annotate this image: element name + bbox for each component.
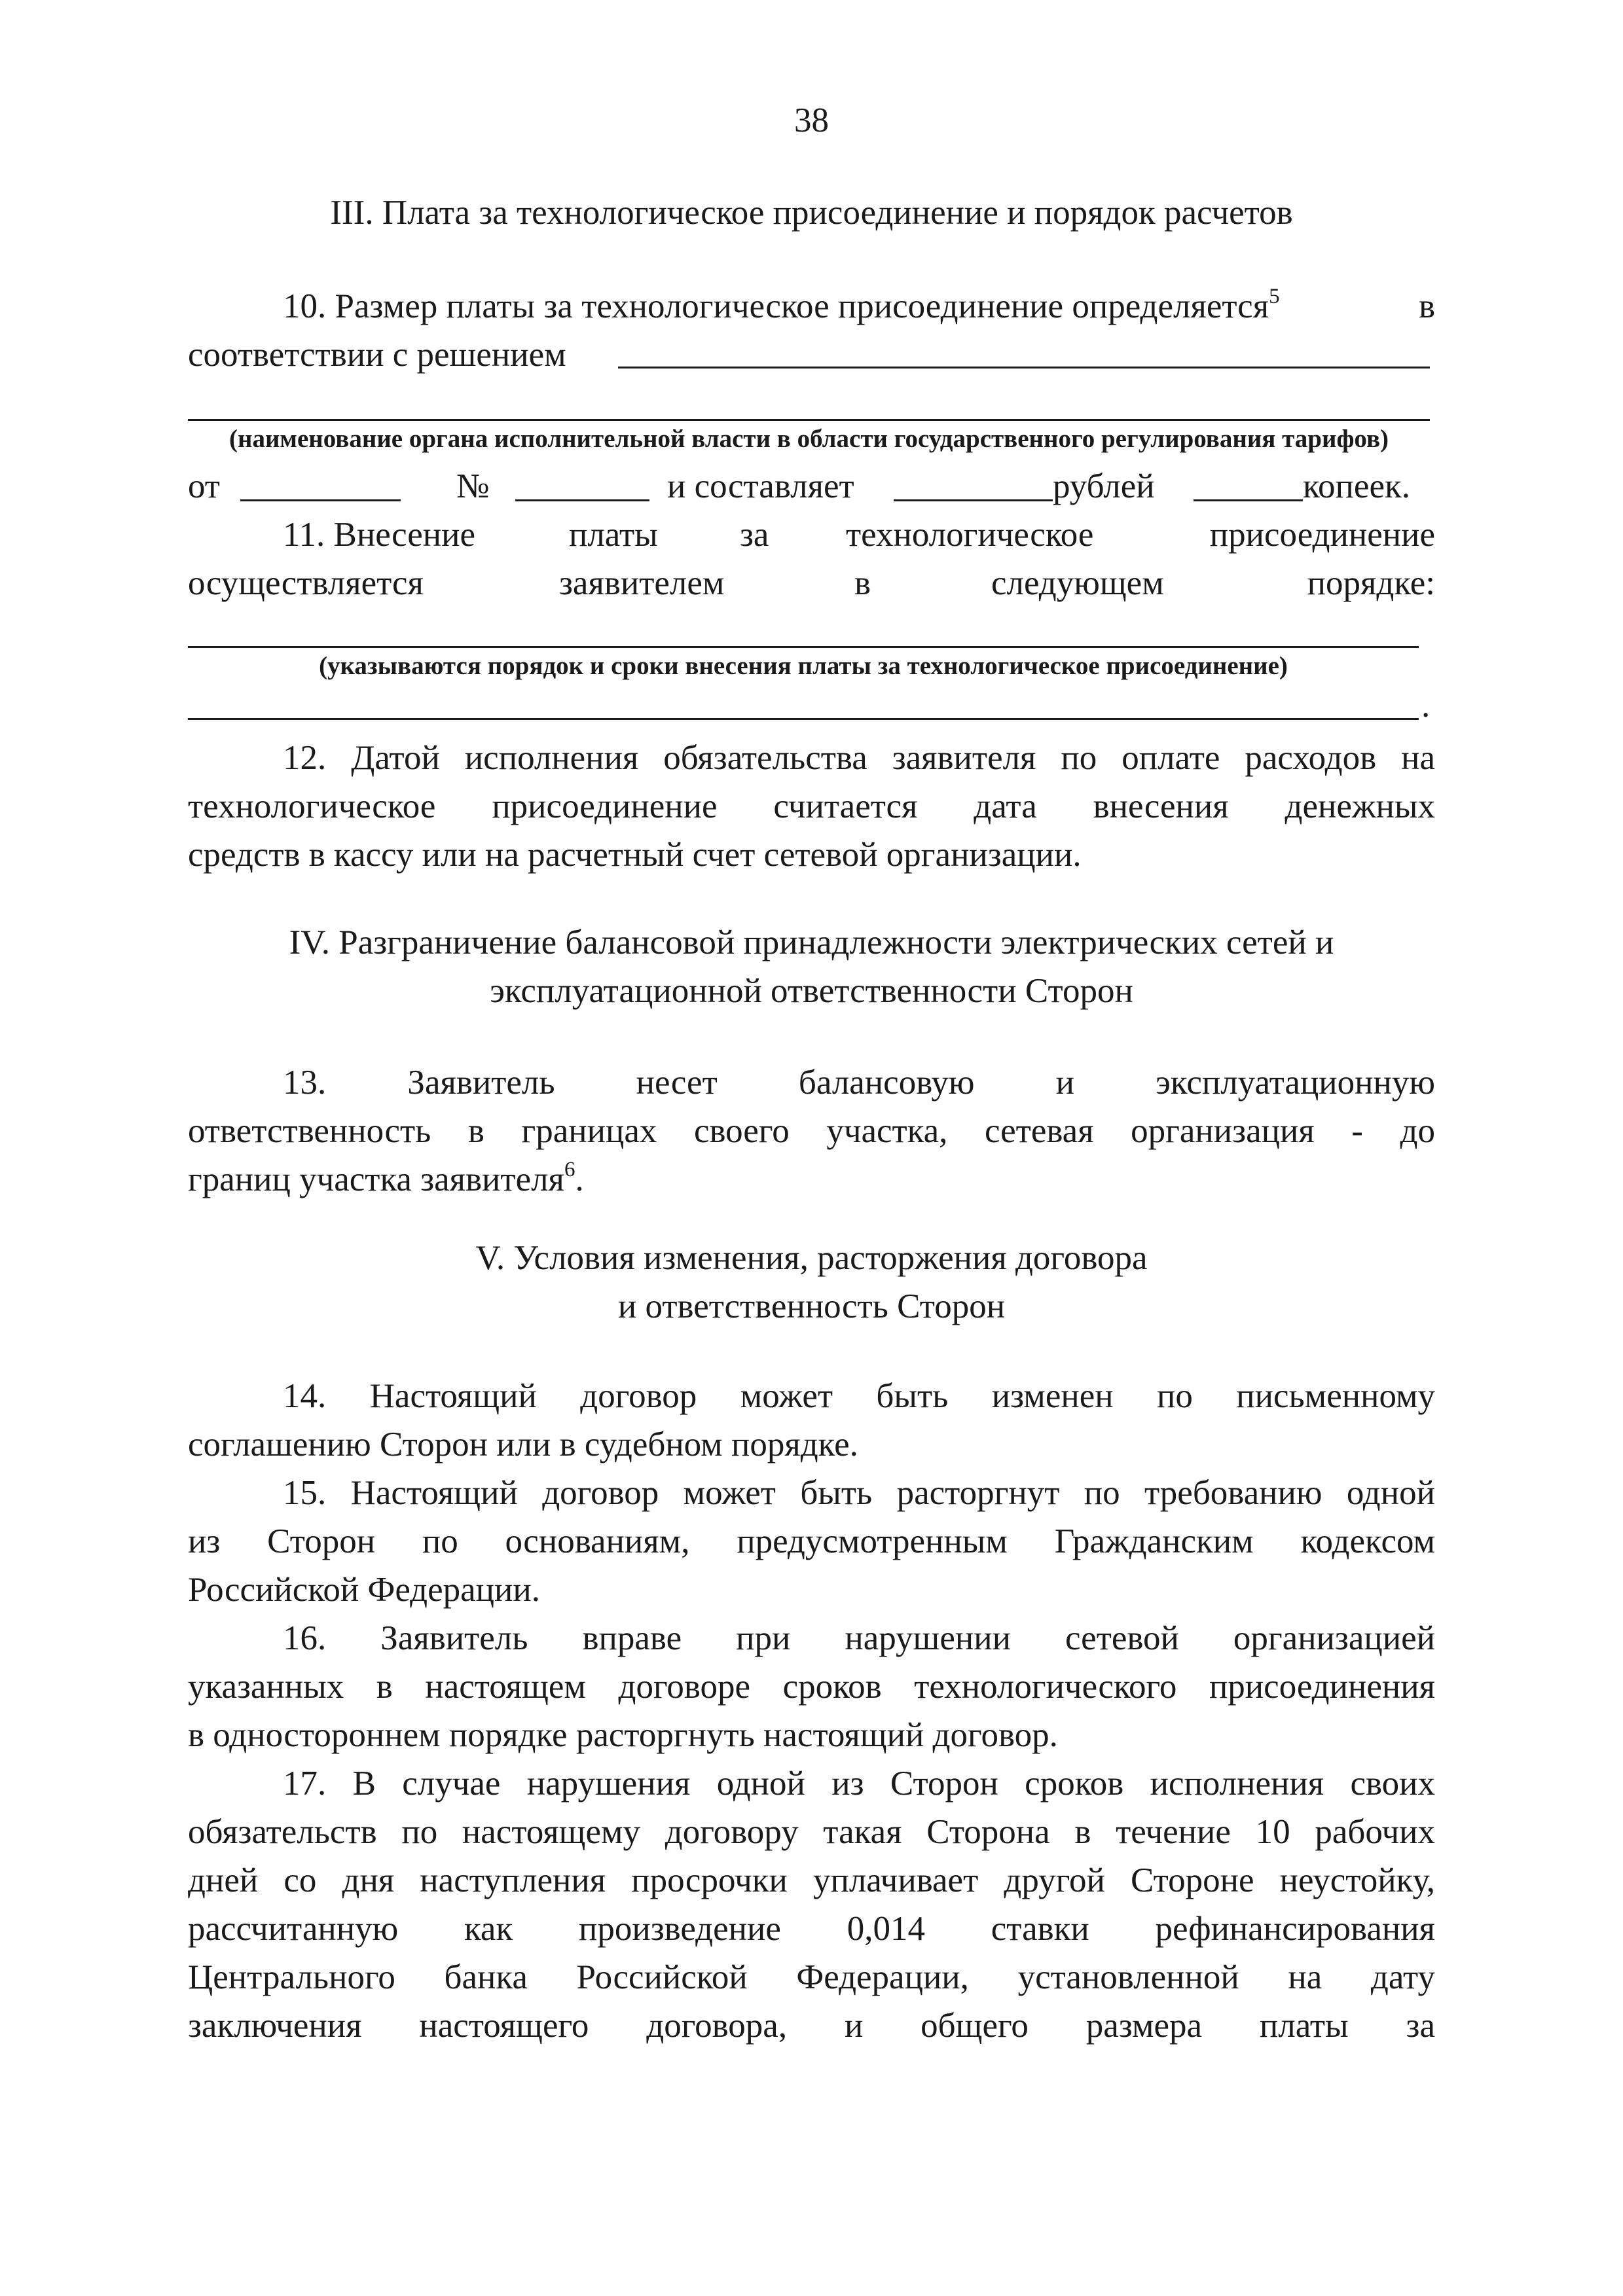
section-4-heading-line-2: эксплуатационной ответственности Сторон <box>490 972 1133 1010</box>
rubles-blank[interactable] <box>894 499 1053 501</box>
section-5-heading-line-2: и ответственность Сторон <box>617 1287 1006 1325</box>
paragraph-17-line-2: обязательств по настоящему договору такая Сторона в течение 10 рабочих <box>188 1813 1435 1851</box>
paragraph-17-line-1: 17. В случае нарушения одной из Сторон сроков исполнения своих <box>283 1765 1435 1803</box>
paragraph-10-line-3: от № и составляет рублей копеек. <box>188 467 1410 505</box>
paragraph-10-text: 10. Размер платы за технологическое присоединение определяется$^5$ <box>283 285 1280 325</box>
kopecks-blank[interactable] <box>1194 499 1303 501</box>
date-blank[interactable] <box>240 499 401 501</box>
paragraph-14-line-1: 14. Настоящий договор может быть изменен по письменному <box>283 1377 1435 1415</box>
paragraph-15-line-3: Российской Федерации. <box>188 1571 540 1609</box>
paragraph-10-line-2: соответствии с решением <box>188 336 566 374</box>
paragraph-12-line-2: технологическое присоединение считается дата внесения денежных <box>188 787 1435 825</box>
payment-order-period: . <box>1421 687 1431 725</box>
payment-order-blank-2[interactable] <box>188 718 1419 720</box>
paragraph-12-line-3: средств в кассу или на расчетный счет сетевой организации. <box>188 836 1082 874</box>
number-blank[interactable] <box>515 499 649 501</box>
footnote-ref-6: 6 <box>564 1158 575 1181</box>
paragraph-11-line-2: осуществляется заявителем в следующем порядке: <box>188 564 1435 602</box>
section-5-heading-line-1: V. Условия изменения, расторжения договора <box>475 1239 1148 1277</box>
paragraph-17-line-3: дней со дня наступления просрочки уплачивает другой Стороне неустойку, <box>188 1861 1435 1899</box>
paragraph-17-line-4: рассчитанную как произведение 0,014 ставки рефинансирования <box>188 1910 1435 1948</box>
paragraph-14-line-2: соглашению Сторон или в судебном порядке. <box>188 1426 858 1463</box>
paragraph-17-line-5: Центрального банка Российской Федерации, установленной на дату <box>188 1958 1435 1996</box>
paragraph-15-line-1: 15. Настоящий договор может быть расторгнут по требованию одной <box>283 1474 1435 1512</box>
paragraph-16-line-1: 16. Заявитель вправе при нарушении сетевой организацией <box>283 1619 1435 1657</box>
paragraph-13-line-2: ответственность в границах своего участка, сетевая организация - до <box>188 1112 1435 1150</box>
footnote-ref-5: 5 <box>1269 285 1280 308</box>
paragraph-10-end-word: в <box>1418 287 1435 325</box>
authority-blank-1[interactable] <box>618 367 1430 368</box>
paragraph-15-line-2: из Сторон по основаниям, предусмотренным Гражданским кодексом <box>188 1522 1435 1560</box>
authority-caption: (наименование органа исполнительной власти в области государственного регулирования тарифов) <box>228 425 1389 453</box>
page-number: 38 <box>794 101 829 139</box>
paragraph-17-line-6: заключения настоящего договора, и общего размера платы за <box>188 2007 1435 2045</box>
paragraph-11-line-1: 11. Внесение платы за технологическое присоединение <box>283 516 1435 554</box>
section-4-heading-line-1: IV. Разграничение балансовой принадлежности электрических сетей и <box>289 924 1334 961</box>
paragraph-13-line-3: границ участка заявителя$^6$. <box>188 1158 584 1198</box>
paragraph-16-line-2: указанных в настоящем договоре сроков технологического присоединения <box>188 1668 1435 1706</box>
payment-order-caption: (указываются порядок и сроки внесения платы за технологическое присоединение) <box>319 652 1288 680</box>
paragraph-16-line-3: в одностороннем порядке расторгнуть настоящий договор. <box>188 1716 1058 1754</box>
paragraph-13-line-1: 13. Заявитель несет балансовую и эксплуатационную <box>283 1064 1435 1102</box>
section-3-heading: III. Плата за технологическое присоединение и порядок расчетов <box>330 194 1293 232</box>
paragraph-10-line-1 <box>188 283 1435 330</box>
paragraph-12-line-1: 12. Датой исполнения обязательства заявителя по оплате расходов на <box>283 739 1435 777</box>
